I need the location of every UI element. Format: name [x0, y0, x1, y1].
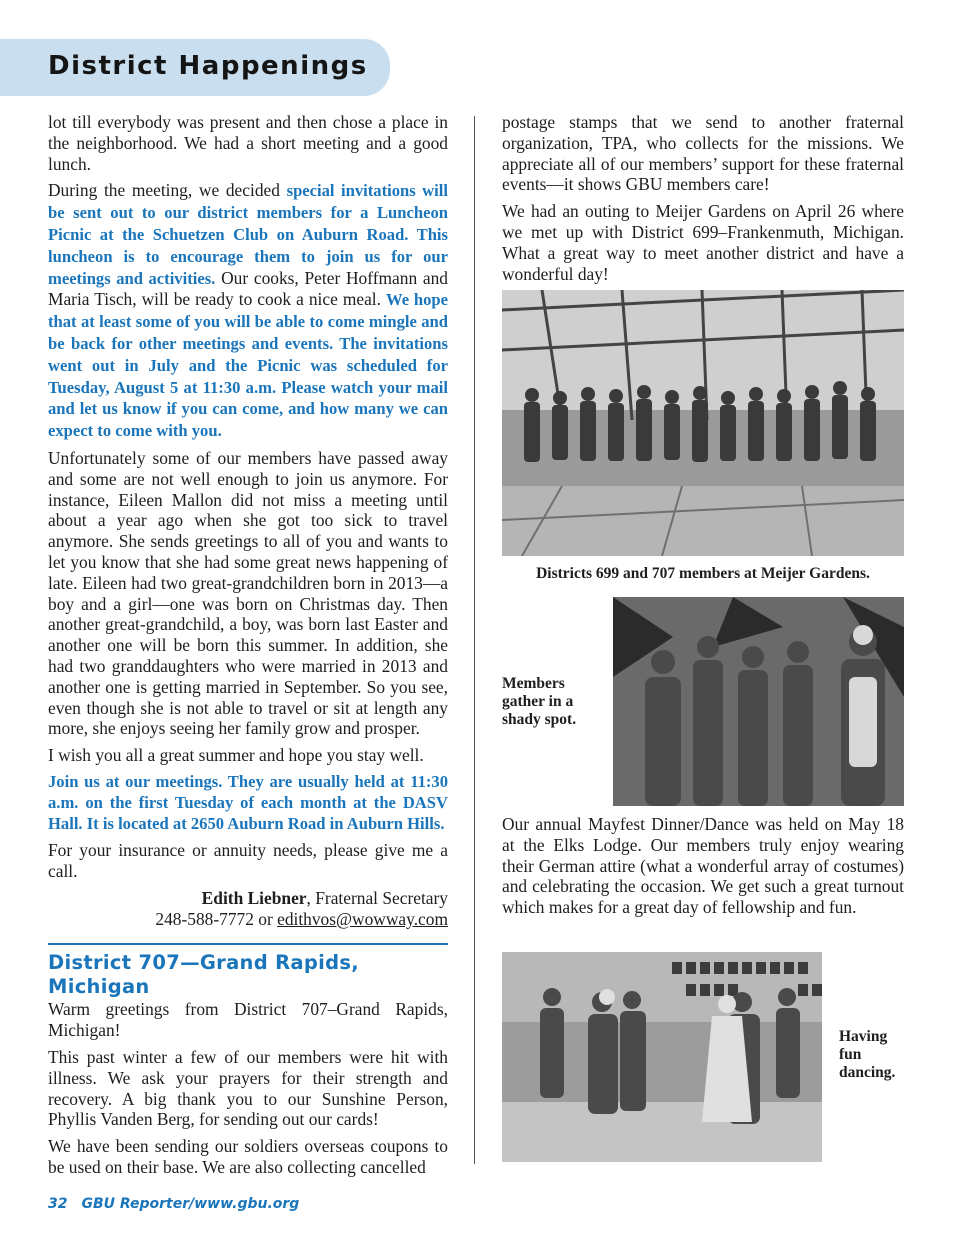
paragraph [48, 180, 448, 442]
photo-caption: Members gather in a shady spot. [502, 675, 577, 728]
photo-caption: Having fun dancing. [839, 1028, 896, 1081]
contact-line [48, 909, 448, 930]
email-link[interactable]: edithvos@wowway.com [277, 908, 448, 929]
meeting-info: Join us at our meetings. They are usually held at 11:30 a.m. on the first Tuesday of each month at the DASV Hall. It is located at 2650 Auburn Road in Auburn Hills. [48, 771, 448, 833]
page-number: 32 [48, 1196, 68, 1212]
text-run: During the meeting, we decided [48, 180, 287, 201]
right-column [502, 112, 904, 290]
signature-line [48, 888, 448, 909]
paragraph: This past winter a few of our members were hit with illness. We ask your prayers for their strength and recovery. A big thank you to our Sunshine Person, Phyllis Vanden Berg, for sending out our cards! [48, 1047, 448, 1130]
paragraph: postage stamps that we send to another fraternal organization, TPA, who collects for the missions. We appreciate all of our members’ support for these fraternal events—it shows GBU members care! [502, 112, 904, 195]
text-run: Our cooks, Peter Hoffmann and Maria Tisch, will be ready to cook a nice meal. [48, 267, 448, 310]
paragraph: Unfortunately some of our members have passed away and some are not well enough to join us anymore. For instance, Eileen Mallon did not miss a meeting until about a year ago when she got too sick to travel anymore. She sends greetings to all of you and wants to let you know that she had some great news happening of late. Eileen had two great-grandchildren born in 2013—a boy and a girl—one was born on Christmas day. Then another great-grandchild, a boy, was born last Easter and another one will be born this summer. In addition, she had two granddaughters who were married in 2013 and another one is getting married in September. So you see, even though she is not able to travel or sit at length any more, she enjoys seeing her family grow and prosper. [48, 447, 448, 739]
page-title: District Happenings [48, 51, 368, 81]
photo-caption: Districts 699 and 707 members at Meijer Gardens. [536, 565, 870, 582]
publication-name: GBU Reporter/www.gbu.org [81, 1196, 300, 1212]
column-divider [474, 116, 475, 1164]
photo-image [502, 290, 904, 556]
photo-image [613, 597, 904, 806]
signature-name: Edith Liebner [201, 887, 307, 908]
paragraph: Warm greetings from District 707–Grand Rapids, Michigan! [48, 999, 448, 1041]
paragraph: I wish you all a great summer and hope you stay well. [48, 745, 424, 766]
signature-title: , Fraternal Secretary [306, 887, 448, 908]
phone-number: 248-588-7772 or [155, 908, 278, 929]
photo-dancing [502, 952, 822, 1162]
mayfest-paragraph [502, 814, 904, 924]
paragraph: lot till everybody was present and then chose a place in the neighborhood. We had a short meeting and a good lunch. [48, 112, 448, 174]
highlighted-text: We hope that at least some of you will be able to come mingle and be back for other meetings and events. The invitations went out in July and the Picnic was scheduled for Tuesday, August 5 at 11:30 a.m. Please watch your mail and let us know if you can come, and how many we can expect to come with you. [48, 290, 448, 441]
photo-image [502, 952, 822, 1162]
photo-meijer-gardens-group [502, 290, 904, 556]
photo-shady-spot [613, 597, 904, 806]
section-divider [48, 943, 448, 945]
section-banner [0, 39, 390, 96]
paragraph: For your insurance or annuity needs, please give me a call. [48, 840, 448, 882]
district-heading: District 707—Grand Rapids, Michigan [48, 951, 359, 999]
paragraph: We have been sending our soldiers overseas coupons to be used on their base. We are also collecting cancelled [48, 1136, 448, 1178]
left-column [48, 112, 448, 1184]
paragraph: Our annual Mayfest Dinner/Dance was held on May 18 at the Elks Lodge. Our members truly enjoy wearing their German attire (what a wonderful array of costumes) and celebrating the occasion. We get such a great turnout which makes for a great day of fellowship and fun. [502, 814, 904, 918]
highlighted-text: special invitations will be sent out to our district members for a Luncheon Picnic at the Schuetzen Club on Auburn Road. This luncheon is to encourage them to join us for our meetings and activities. [48, 181, 448, 288]
paragraph: We had an outing to Meijer Gardens on April 26 where we met up with District 699–Frankenmuth, Michigan. What a great way to meet another district and have a wonderful day! [502, 201, 904, 284]
page-footer [48, 1196, 299, 1212]
